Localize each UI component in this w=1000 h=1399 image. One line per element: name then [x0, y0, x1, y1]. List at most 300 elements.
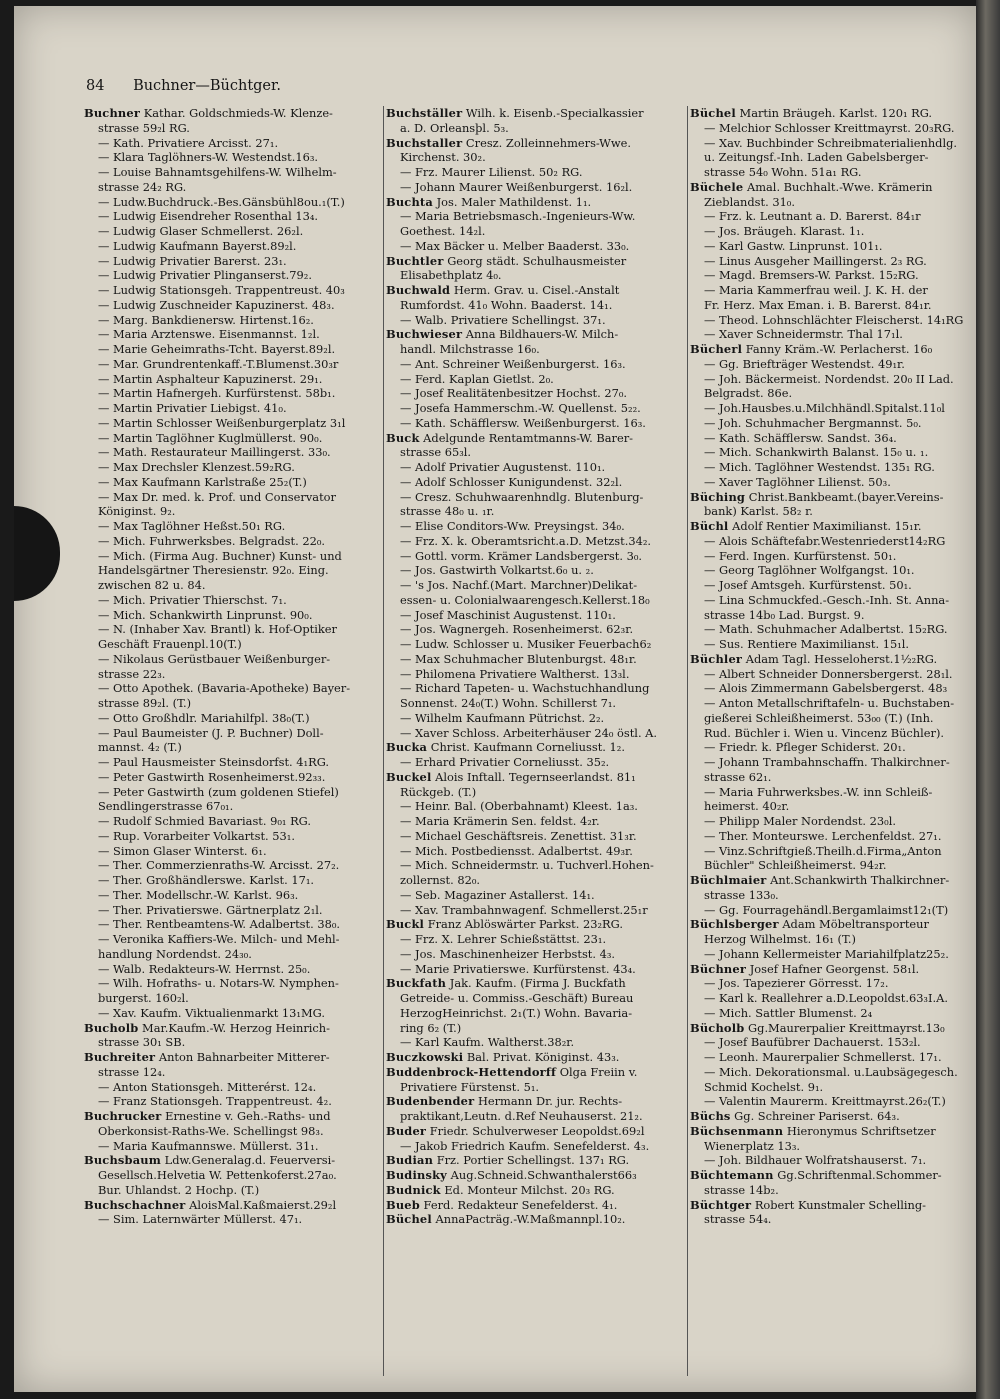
directory-entry	[386, 136, 686, 151]
entry-text: Hieronymus Schriftsetzer	[786, 1123, 936, 1138]
directory-entry	[690, 519, 976, 534]
directory-entry	[84, 254, 380, 269]
directory-entry	[690, 681, 976, 696]
thumb-index-notch	[14, 506, 60, 601]
entry-text: Mich. Schankwirth Balanst. 15₀ u. ₁.	[719, 445, 929, 460]
entry-text: Louise Bahnamtsgehilfens-W. Wilhelm-	[113, 165, 337, 179]
entry-text: Frz. Maurer Lilienst. 50₂ RG.	[415, 165, 583, 179]
directory-entry	[84, 1212, 380, 1227]
directory-entry	[84, 578, 380, 593]
directory-entry	[386, 622, 686, 637]
entry-text: Ludw. Schlosser u. Musiker Feuerbach6₂	[415, 637, 652, 651]
directory-entry	[690, 903, 976, 918]
entry-text: Jos. Gastwirth Volkartst.6₀ u. ₂.	[415, 563, 594, 578]
directory-entry	[386, 475, 686, 490]
directory-entry	[386, 1168, 686, 1183]
entry-text: Mar. Grundrentenkaff.-T.Blumenst.30₃r	[113, 356, 339, 371]
entry-text: Rudolf Schmied Bavariast. 9₀₁ RG.	[113, 814, 311, 828]
directory-entry	[84, 504, 380, 519]
directory-entry	[690, 652, 976, 667]
directory-entry	[386, 549, 686, 564]
directory-entry	[690, 858, 976, 873]
directory-entry	[690, 1006, 976, 1021]
entry-surname: Bueb	[386, 1197, 420, 1212]
entry-surname: Büchel	[386, 1212, 432, 1227]
entry-text: a. D. Orleansþl. 5₃.	[400, 120, 509, 135]
entry-text: Mich. (Firma Aug. Buchner) Kunst- und	[113, 548, 342, 563]
entry-text: Anton Metallschriftafeln- u. Buchstaben-	[719, 696, 955, 710]
directory-entry	[386, 858, 686, 873]
directory-entry	[386, 814, 686, 829]
entry-text: Martin Asphalteur Kapuzinerst. 29₁.	[113, 371, 323, 386]
entry-text: Handelsgärtner Theresienstr. 92₀. Eing.	[98, 563, 329, 578]
entry-text: Getreide- u. Commiss.-Geschäft) Bureau	[400, 991, 634, 1005]
entry-text: Ludwig Kaufmann Bayerst.89₂l.	[113, 238, 297, 253]
directory-entry	[386, 711, 686, 726]
entry-text: strasse 22₃.	[98, 666, 166, 681]
directory-entry	[386, 578, 686, 593]
entry-text: Gg. Fourragehändl.Bergamlaimst12₁(T)	[719, 902, 949, 917]
entry-text: Büchler" Schleißheimerst. 94₂r.	[704, 858, 887, 873]
entry-text: Wilh. k. Eisenb.-Specialkassier	[465, 106, 644, 120]
directory-entry	[690, 888, 976, 903]
directory-entry	[386, 121, 686, 136]
entry-text: Xav. Trambahnwagenf. Schmellerst.25₁r	[415, 902, 648, 917]
entry-text: Josef Maschinist Augustenst. 110₁.	[415, 607, 616, 622]
entry-text: Hermann Dr. jur. Rechts-	[477, 1094, 623, 1109]
entry-text: Bur. Uhlandst. 2 Hochp. (T.)	[98, 1182, 260, 1197]
entry-text: Ther. Großhändlerswe. Karlst. 17₁.	[113, 873, 315, 887]
entry-text: strasse 12₄.	[98, 1064, 166, 1079]
directory-entry	[84, 563, 380, 578]
directory-entry	[84, 1006, 380, 1021]
entry-text: strasse 14b₂.	[704, 1182, 779, 1197]
entry-text: Johann Maurer Weißenburgerst. 16₂l.	[415, 179, 633, 194]
directory-entry	[386, 431, 686, 446]
entry-text: Max Drechsler Klenzest.59₂RG.	[113, 460, 295, 474]
entry-text: Ant.Schankwirth Thalkirchner-	[770, 873, 950, 887]
entry-text: Gg. Schreiner Pariserst. 64₃.	[734, 1109, 900, 1123]
entry-text: Magd. Bremsers-W. Parkst. 15₂RG.	[719, 268, 919, 283]
directory-entry	[690, 667, 976, 682]
directory-entry	[386, 740, 686, 755]
entry-surname: Buchställer	[386, 106, 463, 120]
entry-text: Nikolaus Gerüstbauer Weißenburger-	[113, 651, 331, 666]
directory-entry	[84, 947, 380, 962]
directory-entry	[690, 401, 976, 416]
directory-entry	[690, 593, 976, 608]
directory-entry	[84, 165, 380, 180]
directory-entry	[386, 180, 686, 195]
directory-entry	[84, 770, 380, 785]
entry-text: Otto Apothek. (Bavaria-Apotheke) Bayer-	[113, 681, 351, 696]
entry-text: strasse 14b₀ Lad. Burgst. 9.	[704, 607, 865, 622]
entry-text: Mich. Postbediensst. Adalbertst. 49₃r.	[415, 843, 633, 858]
entry-surname: Büchlsberger	[690, 917, 779, 932]
directory-entry	[690, 962, 976, 977]
directory-entry	[84, 121, 380, 136]
entry-text: Georg städt. Schulhausmeister	[447, 253, 627, 268]
entry-text: Schmid Kochelst. 9₁.	[704, 1079, 824, 1094]
directory-entry	[386, 268, 686, 283]
entry-text: Elise Conditors-Ww. Preysingst. 34₀.	[415, 519, 625, 533]
entry-text: strasse 54₄.	[704, 1212, 772, 1227]
directory-entry	[386, 1035, 686, 1050]
directory-entry	[386, 195, 686, 210]
directory-entry	[386, 799, 686, 814]
entry-text: Martin Privatier Liebigst. 41₀.	[113, 401, 287, 415]
directory-entry	[386, 637, 686, 652]
directory-entry	[690, 342, 976, 357]
entry-surname: Bücherl	[690, 342, 743, 356]
directory-entry	[690, 268, 976, 283]
directory-entry	[690, 313, 976, 328]
entry-surname: Büchl	[690, 519, 729, 533]
entry-surname: Buchwald	[386, 283, 451, 297]
entry-text: Ferd. Redakteur Senefelderst. 4₁.	[423, 1197, 618, 1212]
directory-entry	[690, 1124, 976, 1139]
directory-entry	[690, 976, 976, 991]
entry-text: Gg. Briefträger Westendst. 49₁r.	[719, 356, 905, 371]
directory-entry	[690, 372, 976, 387]
entry-text: Johann Trambahnschaffn. Thalkirchner-	[719, 755, 950, 769]
entry-text: Marie Privatierswe. Kurfürstenst. 43₄.	[415, 961, 636, 976]
entry-text: gießerei Schleißheimerst. 53₀₀ (T.) (Inh.	[704, 710, 934, 725]
entry-text: Mich. Schneidermstr. u. Tuchverl.Hohen-	[415, 858, 654, 873]
directory-entry	[690, 1212, 976, 1227]
entry-text: zwischen 82 u. 84.	[98, 578, 206, 592]
entry-text: Zieblandst. 31₀.	[704, 194, 795, 209]
directory-entry	[386, 681, 686, 696]
entry-text: Martin Schlosser Weißenburgerplatz 3₁l	[113, 415, 346, 430]
directory-entry	[690, 1168, 976, 1183]
directory-entry	[84, 549, 380, 564]
directory-entry	[386, 401, 686, 416]
directory-entry	[386, 608, 686, 623]
directory-entry	[84, 976, 380, 991]
directory-entry	[84, 622, 380, 637]
entry-text: Frz. X. k. Oberamtsricht.a.D. Metzst.34₂.	[415, 533, 652, 548]
directory-entry	[690, 106, 976, 121]
directory-entry	[84, 416, 380, 431]
entry-text: Ludwig Stationsgeh. Trappentreust. 40₃	[113, 283, 345, 297]
entry-text: Michael Geschäftsreis. Zenettist. 31₃r.	[415, 828, 637, 843]
directory-entry	[690, 150, 976, 165]
directory-entry	[386, 667, 686, 682]
directory-entry	[690, 283, 976, 298]
entry-text: strasse 133₀.	[704, 887, 779, 902]
entry-surname: Buchsbaum	[84, 1153, 162, 1168]
entry-surname: Büchtger	[690, 1197, 752, 1212]
directory-entry	[386, 932, 686, 947]
entry-text: Alois Inftall. Tegernseerlandst. 81₁	[435, 769, 636, 784]
entry-text: strasse 89₂l. (T.)	[98, 696, 192, 710]
entry-text: Olga Freiin v.	[559, 1064, 638, 1079]
entry-text: Jak. Kaufm. (Firma J. Buckfath	[449, 976, 626, 991]
entry-text: Max Kaufmann Karlstraße 25₂(T.)	[113, 474, 307, 489]
book-gutter-edge	[976, 0, 1000, 1399]
entry-text: Anton Bahnarbeiter Mitterer-	[158, 1050, 330, 1064]
entry-text: Adelgunde Rentamtmanns-W. Barer-	[423, 430, 634, 445]
directory-entry	[690, 578, 976, 593]
directory-entry	[386, 770, 686, 785]
directory-entry	[84, 460, 380, 475]
entry-text: Maria Kaufmannswe. Müllerst. 31₁.	[113, 1138, 319, 1153]
entry-text: Adolf Privatier Augustenst. 110₁.	[415, 460, 606, 474]
entry-text: Herm. Grav. u. Cisel.-Anstalt	[453, 283, 620, 297]
directory-entry	[84, 1153, 380, 1168]
directory-entry	[84, 445, 380, 460]
column-divider	[687, 106, 688, 1376]
directory-entry	[690, 136, 976, 151]
directory-entry	[690, 534, 976, 549]
entry-text: 's Jos. Nachf.(Mart. Marchner)Delikat-	[415, 578, 638, 592]
directory-entry	[690, 1094, 976, 1109]
directory-entry	[690, 1021, 976, 1036]
directory-entry	[84, 873, 380, 888]
directory-entry	[84, 652, 380, 667]
entry-text: Ther. Commerzienraths-W. Arcisst. 27₂.	[113, 858, 340, 873]
entry-surname: Buchtler	[386, 253, 444, 268]
directory-entry	[84, 386, 380, 401]
directory-entry	[84, 401, 380, 416]
directory-entry	[386, 165, 686, 180]
directory-entry	[386, 519, 686, 534]
directory-entry	[84, 740, 380, 755]
directory-entry	[84, 814, 380, 829]
directory-entry	[386, 445, 686, 460]
directory-entry	[84, 239, 380, 254]
directory-entry	[386, 1094, 686, 1109]
entry-text: Jos. Wagnergeh. Rosenheimerst. 62₃r.	[415, 622, 634, 637]
directory-entry	[690, 298, 976, 313]
directory-entry	[690, 829, 976, 844]
entry-text: Sonnenst. 24₀(T.) Wohn. Schillerst 7₁.	[400, 696, 617, 710]
entry-text: Bal. Privat. Königinst. 43₃.	[466, 1050, 620, 1064]
entry-text: strasse 59₂l RG.	[98, 120, 190, 135]
directory-entry	[84, 372, 380, 387]
directory-entry	[84, 593, 380, 608]
entry-text: Ludwig Glaser Schmellerst. 26₂l.	[113, 224, 304, 238]
directory-entry	[690, 755, 976, 770]
entry-text: Walb. Privatiere Schellingst. 37₁.	[415, 312, 606, 327]
entry-text: Cresz. Zolleinnehmers-Wwe.	[465, 135, 631, 150]
directory-entry	[84, 106, 380, 121]
directory-entry	[386, 755, 686, 770]
directory-entry	[386, 726, 686, 741]
entry-text: Adam Möbeltransporteur	[782, 917, 929, 932]
entry-surname: Büchel	[690, 106, 736, 120]
directory-entry	[84, 785, 380, 800]
directory-entry	[84, 342, 380, 357]
directory-entry	[690, 947, 976, 962]
directory-entry	[84, 475, 380, 490]
entry-text: Belgradst. 86e.	[704, 386, 793, 401]
entry-text: Maria Betriebsmasch.-Ingenieurs-Ww.	[415, 209, 636, 224]
directory-entry	[84, 136, 380, 151]
directory-entry	[386, 903, 686, 918]
entry-text: Sim. Laternwärter Müllerst. 47₁.	[113, 1212, 303, 1227]
directory-entry	[84, 726, 380, 741]
directory-entry	[690, 254, 976, 269]
directory-page	[14, 6, 976, 1392]
entry-text: Xav. Kaufm. Viktualienmarkt 13₁MG.	[113, 1005, 325, 1020]
directory-entry	[690, 121, 976, 136]
entry-surname: Buchwieser	[386, 327, 463, 342]
directory-entry	[386, 254, 686, 269]
directory-entry	[690, 873, 976, 888]
entry-text: Fr. Herz. Max Eman. i. B. Barerst. 84₁r.	[704, 297, 932, 312]
entry-text: AnnaPacträg.-W.Maßmannpl.10₂.	[435, 1212, 626, 1227]
directory-entry	[690, 460, 976, 475]
entry-text: Ludwig Eisendreher Rosenthal 13₄.	[113, 209, 319, 224]
directory-entry	[386, 534, 686, 549]
entry-text: Philipp Maler Nordendst. 23₀l.	[719, 814, 896, 828]
directory-entry	[84, 209, 380, 224]
directory-entry	[690, 209, 976, 224]
entry-text: Josef Amtsgeh. Kurfürstenst. 50₁.	[719, 578, 912, 592]
directory-entry	[84, 534, 380, 549]
entry-text: Mich. Sattler Blumenst. 2₄	[719, 1005, 873, 1020]
entry-text: Ludwig Privatier Plinganserst.79₂.	[113, 268, 312, 283]
entry-text: Christ.Bankbeamt.(bayer.Vereins-	[748, 489, 944, 504]
directory-entry	[84, 696, 380, 711]
directory-entry	[690, 239, 976, 254]
directory-entry	[690, 696, 976, 711]
entry-text: Ed. Monteur Milchst. 20₃ RG.	[444, 1182, 615, 1197]
entry-text: Privatiere Fürstenst. 5₁.	[400, 1079, 540, 1094]
entry-surname: Büchsenmann	[690, 1123, 784, 1138]
entry-text: Richard Tapeten- u. Wachstuchhandlung	[415, 681, 650, 696]
directory-entry	[690, 475, 976, 490]
directory-entry	[386, 313, 686, 328]
entry-text: Mich. Dekorationsmal. u.Laubsägegesch.	[719, 1064, 958, 1079]
directory-entry	[84, 1139, 380, 1154]
entry-surname: Buder	[386, 1123, 427, 1138]
entry-surname: Buddenbrock-Hettendorff	[386, 1064, 557, 1079]
entry-text: Jos. Tapezierer Görresst. 17₂.	[719, 976, 889, 991]
entry-text: Franz Ablöswärter Parkst. 23₂RG.	[427, 917, 623, 932]
entry-text: Paul Hausmeister Steinsdorfst. 4₁RG.	[113, 755, 330, 769]
entry-text: Franz Stationsgeh. Trappentreust. 4₂.	[113, 1094, 332, 1109]
directory-entry	[690, 740, 976, 755]
page-header	[86, 78, 281, 98]
directory-entry	[386, 1198, 686, 1213]
directory-entry	[84, 1109, 380, 1124]
directory-entry	[386, 224, 686, 239]
directory-entry	[386, 1050, 686, 1065]
entry-text: N. (Inhaber Xav. Brantl) k. Hof-Optiker	[113, 622, 337, 637]
directory-entry	[386, 785, 686, 800]
entry-text: Ldw.Generalag.d. Feuerversi-	[164, 1153, 336, 1168]
entry-text: Martin Bräugeh. Karlst. 120₁ RG.	[739, 106, 933, 120]
entry-text: Wienerplatz 13₃.	[704, 1138, 801, 1153]
entry-text: Joh. Bildhauer Wolfratshauserst. 7₁.	[719, 1153, 927, 1168]
entry-text: Ernestine v. Geh.-Raths- und	[165, 1109, 331, 1123]
entry-text: Kath. Schäfflersw. Weißenburgerst. 16₃.	[415, 415, 646, 430]
entry-text: Max Dr. med. k. Prof. und Conservator	[113, 489, 336, 504]
directory-entry	[386, 593, 686, 608]
entry-text: Marg. Bankdienersw. Hirtenst.16₂.	[113, 312, 314, 327]
entry-text: Math. Schuhmacher Adalbertst. 15₂RG.	[719, 622, 948, 637]
entry-text: Cresz. Schuhwaarenhndlg. Blutenburg-	[415, 489, 644, 504]
directory-entry	[386, 1080, 686, 1095]
entry-surname: Budnick	[386, 1182, 441, 1197]
entry-text: Erhard Privatier Corneliusst. 35₂.	[415, 755, 610, 769]
directory-entry	[386, 1212, 686, 1227]
directory-entry	[386, 888, 686, 903]
entry-text: Adam Tagl. Hesseloherst.1½₂RG.	[745, 651, 938, 666]
directory-entry	[84, 1065, 380, 1080]
entry-surname: Budian	[386, 1153, 434, 1168]
directory-entry	[84, 932, 380, 947]
directory-entry	[84, 357, 380, 372]
entry-text: Jos. Maler Mathildenst. 1₁.	[436, 194, 592, 209]
directory-entry	[386, 844, 686, 859]
entry-text: Heinr. Bal. (Oberbahnamt) Kleest. 1a₃.	[415, 799, 638, 814]
directory-entry	[690, 1080, 976, 1095]
entry-surname: Buckfath	[386, 976, 447, 991]
entry-surname: Buchta	[386, 194, 433, 209]
entry-text: Sendlingerstrasse 67₀₁.	[98, 799, 234, 814]
entry-text: Maria Fuhrwerksbes.-W. inn Schleiß-	[719, 784, 933, 799]
entry-text: Adolf Rentier Maximilianst. 15₁r.	[732, 519, 922, 533]
directory-entry	[84, 490, 380, 505]
entry-text: Theod. Lohnschlächter Fleischerst. 14₁RG	[719, 312, 964, 327]
entry-text: Ant. Schreiner Weißenburgerst. 16₃.	[415, 356, 626, 371]
entry-surname: Buchrucker	[84, 1109, 162, 1123]
entry-text: Amal. Buchhalt.-Wwe. Krämerin	[746, 179, 933, 194]
entry-surname: Buchner	[84, 106, 141, 120]
directory-entry	[84, 1094, 380, 1109]
directory-entry	[386, 150, 686, 165]
directory-entry	[84, 1080, 380, 1095]
directory-entry	[690, 1153, 976, 1168]
entry-text: Karl k. Reallehrer a.D.Leopoldst.63₃I.A.	[719, 991, 948, 1005]
column-divider	[383, 106, 384, 1376]
entry-text: Sus. Rentiere Maximilianst. 15₁l.	[719, 637, 910, 651]
directory-entry	[386, 1021, 686, 1036]
entry-text: strasse 54₀ Wohn. 51a₁ RG.	[704, 165, 862, 179]
entry-text: Walb. Redakteurs-W. Herrnst. 25₀.	[113, 961, 311, 976]
entry-text: Max Taglöhner Heßst.50₁ RG.	[113, 519, 286, 533]
directory-entry	[690, 917, 976, 932]
directory-entry	[690, 711, 976, 726]
entry-text: strasse 62₁.	[704, 769, 772, 784]
entry-text: Seb. Magaziner Astallerst. 14₁.	[415, 887, 595, 902]
directory-entry	[386, 490, 686, 505]
entry-text: Otto Großhdlr. Mariahilfpl. 38₀(T.)	[113, 710, 310, 725]
entry-surname: Bucholb	[84, 1020, 139, 1035]
entry-text: Friedr. Schulverweser Leopoldst.69₂l	[429, 1123, 645, 1138]
entry-text: Mich. Fuhrwerksbes. Belgradst. 22₀.	[113, 533, 326, 548]
entry-text: Josefa Hammerschm.-W. Quellenst. 5₂₂.	[415, 401, 641, 415]
directory-entry	[386, 962, 686, 977]
entry-surname: Büchele	[690, 179, 744, 194]
directory-entry	[690, 563, 976, 578]
directory-entry	[386, 342, 686, 357]
entry-text: Max Bäcker u. Melber Baaderst. 33₀.	[415, 238, 630, 253]
directory-entry	[386, 1139, 686, 1154]
directory-entry	[386, 563, 686, 578]
directory-entry	[84, 1050, 380, 1065]
directory-entry	[690, 814, 976, 829]
entry-surname: Büchner	[690, 961, 747, 976]
directory-entry	[690, 1183, 976, 1198]
directory-entry	[84, 608, 380, 623]
directory-entry	[386, 829, 686, 844]
directory-entry	[386, 372, 686, 387]
